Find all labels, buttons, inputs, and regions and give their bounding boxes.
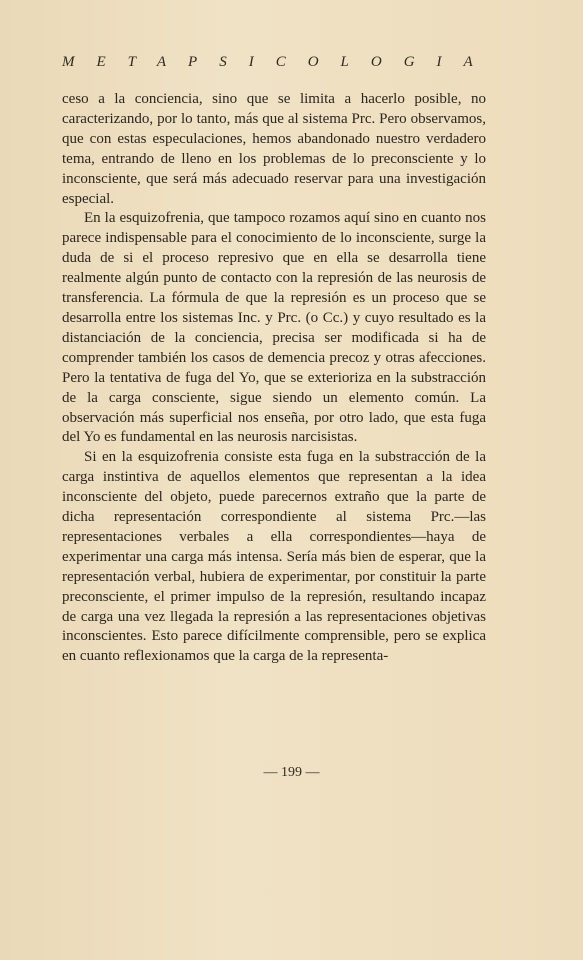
paragraph-3: Si en la esquizofrenia consiste esta fuga en la substracción de la carga instintiva de aquellos elementos que representan a la idea inconsciente del objeto, puede parecernos extraño que la parte de dicha representación correspondiente al sistema Prc.—las representaciones verbales a ella correspondientes—haya de experimentar una carga más intensa. Sería más bien de esperar, que la representación verbal, hubiera de experimentar, por constituir la parte preconsciente, el primer impulso de la represión, resultando incapaz de carga una vez llegada la represión a las representaciones objetivas inconscientes. Esto parece difícilmente comprensible, pero se explica en cuanto reflexionamos que la carga de la representa- — [62, 449, 486, 665]
page-number: — 199 — — [263, 765, 320, 780]
paragraph-2: En la esquizofrenia, que tampoco rozamos aquí sino en cuanto nos parece indispensable para el conocimiento de lo inconsciente, surge la duda de si el proceso represivo que en ella se desarrolla tiene realmente algún punto de contacto con la represión de las neurosis de transferencia. La fórmula de que la represión es un proceso que se desarrolla entre los sistemas Inc. y Prc. (o Cc.) y cuyo resultado es la distanciación de la conciencia, precisa ser modificada si ha de comprender también los casos de demencia precoz y otras afecciones. Pero la tentativa de fuga del Yo, que se exterioriza en la substracción de la carga consciente, sigue siendo un elemento común. La observación más superficial nos enseña, por otro lado, que esta fuga del Yo es fundamental en las neurosis narcisistas. — [62, 210, 486, 446]
paragraph-1: ceso a la conciencia, sino que se limita a hacerlo posible, no caracterizando, por lo tanto, más que al sistema Prc. Pero observamos, que con estas especulaciones, hemos abandonado nuestro verdadero tema, entrando de lleno en los problemas de lo preconsciente y lo inconsciente, que será más adecuado reservar para una investigación especial. — [62, 91, 486, 207]
running-head: METAPSICOLOGIA — [62, 54, 495, 70]
body-text — [62, 90, 486, 667]
